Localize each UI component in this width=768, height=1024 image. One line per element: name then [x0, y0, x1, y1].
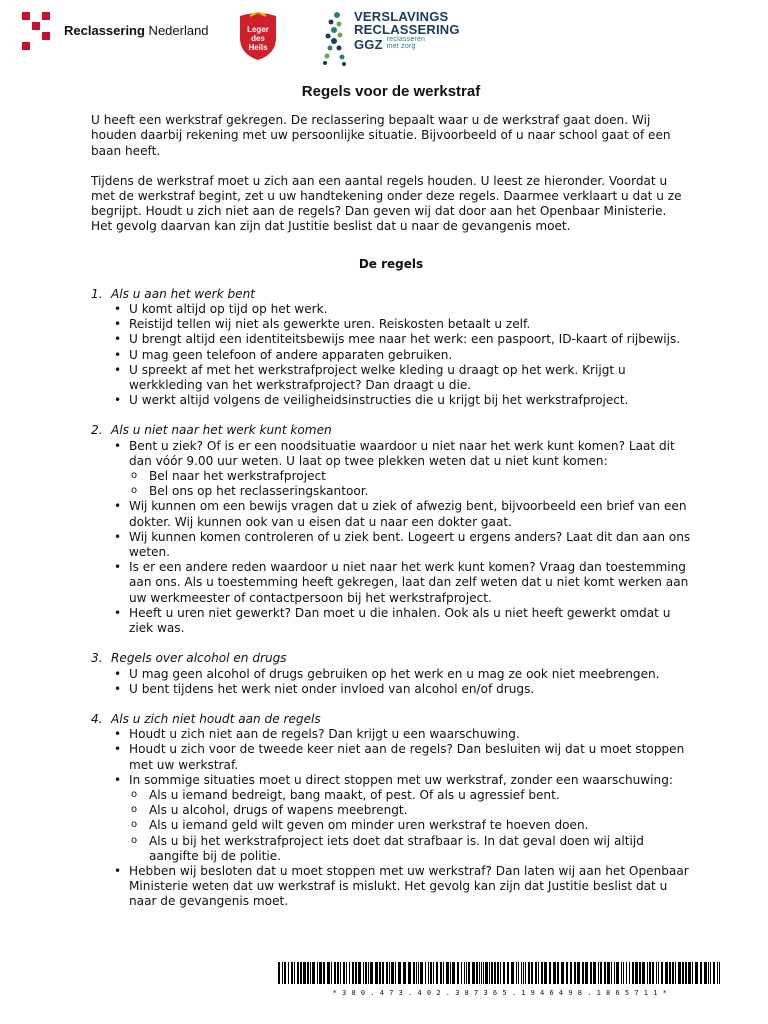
barcode-bar — [485, 962, 488, 984]
barcode-bar — [516, 962, 517, 984]
barcode-bar — [590, 962, 592, 984]
barcode-bar — [521, 962, 522, 984]
reclassering-squares-icon — [22, 10, 60, 50]
barcode-bar — [343, 962, 345, 984]
barcode-bar — [331, 962, 332, 984]
barcode-bar — [319, 962, 322, 984]
document-body — [91, 80, 691, 925]
barcode-bar — [570, 962, 572, 984]
barcode-bar — [626, 962, 627, 984]
barcode-bar — [349, 962, 350, 984]
barcode-bar — [457, 962, 459, 984]
barcode-bar — [317, 962, 318, 984]
list-item — [129, 667, 691, 682]
list-item-text: Heeft u uren niet gewerkt? Dan moet u die inhalen. Ook als u niet heeft gewerkt omdat u ziek was. — [129, 605, 671, 636]
list-item — [129, 742, 691, 772]
barcode-bar — [370, 962, 373, 984]
list-item — [129, 560, 691, 606]
barcode-bar — [363, 962, 364, 984]
list-item — [129, 302, 691, 317]
barcode-bar — [307, 962, 309, 984]
figure-icon — [322, 10, 348, 66]
barcode-bar — [635, 962, 638, 984]
rule-list — [91, 302, 691, 408]
sub-list-item: o Bel naar het werkstrafproject — [149, 469, 691, 484]
list-item — [129, 864, 691, 910]
barcode-bar — [518, 962, 519, 984]
section-title: Regels over alcohol en drugs — [111, 651, 287, 666]
barcode-bar — [300, 962, 302, 984]
list-item — [129, 727, 691, 742]
verslavingsreclassering-logo — [322, 10, 460, 66]
barcode-bar — [446, 962, 449, 984]
barcode-bar — [489, 962, 490, 984]
barcode-bar — [685, 962, 687, 984]
section-number: 1. — [91, 286, 103, 301]
barcode-bar — [607, 962, 610, 984]
barcode-bar — [541, 962, 543, 984]
barcode-bar — [557, 962, 559, 984]
rules-section — [91, 423, 691, 636]
list-item-text: U werkt altijd volgens de veiligheidsinstructies die u krijgt bij het werkstrafproject. — [129, 393, 629, 408]
svg-text:Heils: Heils — [248, 43, 268, 52]
barcode-bar — [408, 962, 411, 984]
barcode-bar — [639, 962, 641, 984]
barcode-bar — [452, 962, 455, 984]
barcode-bar — [433, 962, 434, 984]
barcode-bar — [632, 962, 634, 984]
barcode-bar — [553, 962, 556, 984]
list-item — [129, 348, 691, 363]
barcode-bar — [294, 962, 295, 984]
list-item-text: U mag geen alcohol of drugs gebruiken op het werk en u mag ze ook niet meebrengen. — [129, 666, 660, 681]
barcode-bar — [611, 962, 612, 984]
barcode-bar — [491, 962, 493, 984]
barcode-bar — [661, 962, 663, 984]
barcode-bar — [464, 962, 465, 984]
barcode-bar — [665, 962, 668, 984]
section-heading — [91, 287, 691, 302]
list-item-text: Reistijd tellen wij niet als gewerkte uren. Reiskosten betaalt u zelf. — [129, 317, 531, 332]
reclassering-logo-text: Reclassering Nederland — [64, 22, 209, 38]
barcode — [278, 962, 722, 997]
barcode-bar — [389, 962, 390, 984]
barcode-bar — [375, 962, 378, 984]
barcode-bar — [346, 962, 347, 984]
list-item — [129, 682, 691, 697]
barcode-bar — [652, 962, 654, 984]
barcode-bar — [717, 962, 718, 984]
verslavingsreclassering-logo-text: VERSLAVINGS RECLASSERING GGZ reclasseren met zorg — [354, 9, 460, 52]
list-item-text: Wij kunnen komen controleren of u ziek bent. Logeert u ergens anders? Laat dit dan aan ons weten. — [129, 529, 691, 560]
barcode-bar — [340, 962, 341, 984]
section-heading — [91, 712, 691, 727]
barcode-bar — [566, 962, 568, 984]
barcode-bar — [503, 962, 505, 984]
barcode-bar — [468, 962, 470, 984]
rules-section — [91, 651, 691, 697]
barcode-bar — [476, 962, 478, 984]
list-item — [129, 606, 691, 636]
barcode-bar — [450, 962, 451, 984]
barcode-bar — [577, 962, 580, 984]
barcode-bar — [704, 962, 707, 984]
barcode-bar — [413, 962, 415, 984]
rules-sections — [91, 287, 691, 910]
page-title: Regels voor de werkstraf — [301, 83, 481, 100]
sub-list-item: o Als u iemand bedreigt, bang maakt, of pest. Of als u agressief bent. — [149, 788, 691, 803]
barcode-bar — [719, 962, 720, 984]
barcode-bar — [425, 962, 426, 984]
list-item-text: Hebben wij besloten dat u moet stoppen met uw werkstraf? Dan laten wij aan het Openbaar Ministerie weten dat uw werkstraf is mislukt. Het gevolg kan zijn dat Justitie beslist dat u naar de gevangenis moet. — [129, 863, 689, 909]
sub-list-item: o Bel ons op het reclasseringskantoor. — [149, 484, 691, 499]
barcode-bar — [358, 962, 361, 984]
barcode-bar — [297, 962, 299, 984]
barcode-bars-icon — [278, 962, 722, 984]
sub-list-item: o Als u alcohol, drugs of wapens meebrengt. — [149, 803, 691, 818]
list-item-text: Bent u ziek? Of is er een noodsituatie waardoor u niet naar het werk kunt komen? Laat dit dan vóór 9.00 uur weten. U laat op twee plekken weten dat u niet kunt komen: — [129, 438, 675, 468]
barcode-bar — [616, 962, 619, 984]
barcode-bar — [479, 962, 480, 984]
barcode-bar — [669, 962, 671, 984]
sub-list-item: o Als u bij het werkstrafproject iets doet dat strafbaar is. In dat geval doen wij altijd aangifte bij de politie. — [149, 834, 691, 864]
rules-heading: De regels — [358, 256, 424, 271]
list-item-text: U mag geen telefoon of andere apparaten gebruiken. — [129, 347, 453, 362]
list-item — [129, 773, 691, 864]
list-item — [129, 439, 691, 500]
barcode-bar — [629, 962, 630, 984]
sub-list — [129, 788, 691, 864]
barcode-bar — [382, 962, 384, 984]
barcode-bar — [436, 962, 438, 984]
header — [0, 0, 768, 80]
barcode-bar — [391, 962, 394, 984]
barcode-bar — [710, 962, 711, 984]
barcode-bar — [623, 962, 624, 984]
barcode-bar — [352, 962, 354, 984]
list-item — [129, 499, 691, 529]
barcode-bar — [494, 962, 496, 984]
list-item-text: Is er een andere reden waardoor u niet naar het werk kunt komen? Vraag dan toestemming aan ons. Als u toestemming heeft gekregen, laat dan zelf weten dat u niet komt werken aan uw werkmeester of contactpersoon bij het werkstrafproject. — [129, 560, 689, 605]
barcode-bar — [511, 962, 514, 984]
section-title: Als u zich niet houdt aan de regels — [111, 711, 321, 726]
barcode-bar — [523, 962, 524, 984]
barcode-bar — [593, 962, 596, 984]
list-item-text: Houdt u zich niet aan de regels? Dan krijgt u een waarschuwing. — [129, 727, 520, 742]
barcode-bar — [418, 962, 419, 984]
barcode-bar — [614, 962, 615, 984]
barcode-bar — [430, 962, 432, 984]
barcode-bar — [403, 962, 406, 984]
barcode-bar — [323, 962, 325, 984]
section-title: Als u niet naar het werk kunt komen — [111, 423, 332, 438]
barcode-bar — [658, 962, 659, 984]
barcode-bar — [525, 962, 526, 984]
barcode-bar — [642, 962, 645, 984]
list-item — [129, 393, 691, 408]
barcode-bar — [647, 962, 648, 984]
intro-paragraph-1: U heeft een werkstraf gekregen. De reclassering bepaalt waar u de werkstraf gaat doen. Wij houden daarbij rekening met uw persoonlijke situatie. Bijvoorbeeld of u naar school gaat of een baan heeft. — [91, 113, 671, 158]
barcode-bar — [507, 962, 509, 984]
leger-des-heils-logo — [236, 12, 280, 62]
barcode-bar — [692, 962, 693, 984]
barcode-bar — [483, 962, 484, 984]
barcode-bar — [337, 962, 339, 984]
list-item — [129, 530, 691, 560]
barcode-bar — [466, 962, 467, 984]
sub-list — [129, 469, 691, 499]
barcode-bar — [700, 962, 702, 984]
list-item-text: U brengt altijd een identiteitsbewijs mee naar het werk: een paspoort, ID-kaart of rijbewijs. — [129, 332, 681, 347]
barcode-bar — [443, 962, 444, 984]
list-item-text: U bent tijdens het werk niet onder invloed van alcohol en/of drugs. — [129, 681, 535, 696]
section-heading — [91, 423, 691, 438]
barcode-bar — [303, 962, 306, 984]
barcode-bar — [395, 962, 396, 984]
barcode-bar — [708, 962, 709, 984]
intro-paragraph-2: Tijdens de werkstraf moet u zich aan een aantal regels houden. U leest ze hieronder. Voordat u met de werkstraf begint, zet u uw handtekening onder deze regels. Daarmee verklaart u dat u ze begrijpt. Houdt u zich niet aan de regels? Dan geven wij dat door aan het Openbaar Ministerie. Het gevolg daarvan kan zijn dat Justitie beslist dat u naar de gevangenis moet. — [91, 173, 682, 234]
barcode-bar — [416, 962, 417, 984]
rules-section — [91, 712, 691, 910]
svg-text:Leger: Leger — [247, 25, 269, 34]
svg-text:des: des — [251, 34, 265, 43]
barcode-bar — [334, 962, 336, 984]
barcode-bar — [355, 962, 357, 984]
barcode-bar — [282, 962, 283, 984]
barcode-bar — [598, 962, 599, 984]
list-item-text: Wij kunnen om een bewijs vragen dat u ziek of afwezig bent, bijvoorbeeld een brief van een dokter. Wij kunnen ook van u eisen dat u naar een dokter gaat. — [129, 499, 687, 529]
barcode-bar — [649, 962, 651, 984]
sub-list-item: o Als u iemand geld wilt geven om minder uren werkstraf te hoeven doen. — [149, 818, 691, 833]
barcode-bar — [549, 962, 551, 984]
barcode-bar — [428, 962, 429, 984]
barcode-bar — [291, 962, 293, 984]
list-item — [129, 332, 691, 347]
barcode-bar — [574, 962, 576, 984]
barcode-bar — [538, 962, 539, 984]
barcode-bar — [531, 962, 533, 984]
barcode-bar — [288, 962, 289, 984]
barcode-bar — [500, 962, 501, 984]
section-number: 3. — [91, 651, 103, 666]
barcode-bar — [678, 962, 681, 984]
section-heading — [91, 651, 691, 666]
barcode-bar — [365, 962, 367, 984]
barcode-bar — [472, 962, 475, 984]
barcode-bar — [497, 962, 499, 984]
section-title: Als u aan het werk bent — [111, 286, 255, 301]
barcode-bar — [284, 962, 286, 984]
barcode-bar — [440, 962, 442, 984]
rules-section — [91, 287, 691, 409]
barcode-bar — [713, 962, 715, 984]
barcode-bar — [544, 962, 547, 984]
barcode-number: * 3 8 0 . 4 7 3 . 4 0 2 . 3 8 7 3 6 5 . 1 9 4 6 4 9 8 . 1 8 6 5 7 1 1 * — [332, 989, 668, 997]
barcode-bar — [461, 962, 462, 984]
list-item — [129, 317, 691, 332]
barcode-bar — [278, 962, 280, 984]
barcode-bar — [695, 962, 698, 984]
barcode-bar — [675, 962, 676, 984]
barcode-bar — [528, 962, 530, 984]
barcode-bar — [585, 962, 588, 984]
barcode-bar — [312, 962, 315, 984]
rule-list — [91, 727, 691, 909]
barcode-bar — [604, 962, 606, 984]
barcode-bar — [368, 962, 369, 984]
barcode-bar — [386, 962, 388, 984]
rule-list — [91, 439, 691, 637]
barcode-bar — [398, 962, 401, 984]
list-item-text: Houdt u zich voor de tweede keer niet aan de regels? Dan besluiten wij dat u moet stoppen met uw werkstraf. — [129, 742, 685, 772]
list-item — [129, 363, 691, 393]
barcode-bar — [582, 962, 584, 984]
barcode-bar — [621, 962, 622, 984]
barcode-bar — [327, 962, 330, 984]
barcode-bar — [379, 962, 381, 984]
barcode-bar — [481, 962, 482, 984]
rule-list — [91, 667, 691, 697]
leger-des-heils-shield-icon — [236, 12, 280, 62]
barcode-bar — [688, 962, 691, 984]
reclassering-nederland-logo — [22, 10, 209, 50]
list-item-text: U spreekt af met het werkstrafproject welke kleding u draagt op het werk. Krijgt u werkkleding van het werkstrafproject? Dan draagt u die. — [129, 362, 626, 393]
section-number: 2. — [91, 423, 103, 438]
section-number: 4. — [91, 711, 103, 726]
barcode-bar — [656, 962, 657, 984]
barcode-bar — [600, 962, 602, 984]
barcode-bar — [561, 962, 564, 984]
barcode-bar — [420, 962, 423, 984]
barcode-bar — [672, 962, 674, 984]
barcode-bar — [682, 962, 684, 984]
barcode-bar — [535, 962, 537, 984]
barcode-bar — [310, 962, 311, 984]
list-item-text: In sommige situaties moet u direct stoppen met uw werkstraf, zonder een waarschuwing: — [129, 772, 673, 787]
list-item-text: U komt altijd op tijd op het werk. — [129, 302, 328, 317]
